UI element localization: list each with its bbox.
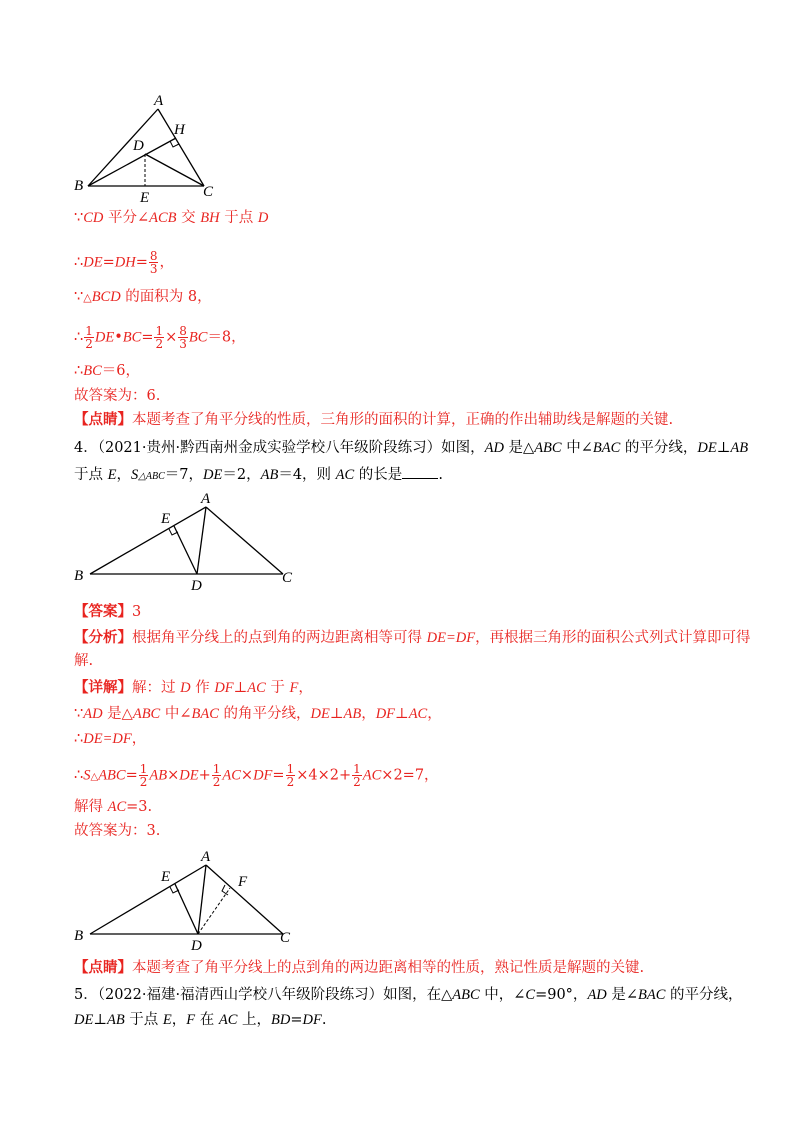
fig3-label-d: D: [191, 938, 202, 954]
question-4-line-2: 于点 E，S△ABC＝7，DE＝2，AB＝4，则 AC 的长是 .: [74, 464, 760, 487]
analysis-line-2: 解.: [74, 653, 94, 669]
fig2-label-b: B: [74, 568, 84, 584]
triangle-figure-bch: [70, 92, 220, 204]
detail-line-6: 故答案为：3.: [74, 823, 161, 839]
answer-blank: [402, 464, 438, 479]
triangle-figure-q4-solution: [70, 842, 310, 954]
fig1-label-a: A: [154, 93, 164, 109]
fig1-label-e: E: [140, 190, 150, 204]
fig1-label-h: H: [174, 122, 185, 138]
detail-line-2: ∵AD 是△ABC 中∠BAC 的角平分线，DE⊥AB，DF⊥AC，: [74, 706, 442, 722]
question-4-line-1: 4．（2021·贵州·黔西南州金成实验学校八年级阶段练习）如图，AD 是△ABC 中∠BAC 的平分线，DE⊥AB: [74, 440, 749, 456]
solution-line-1: ∵CD 平分∠ACB 交 BH 于点 D: [74, 210, 269, 226]
solution-line-6: 故答案为：6.: [74, 388, 161, 404]
tip-line-2: 【点睛】本题考查了角平分线上的点到角的两边距离相等的性质，熟记性质是解题的关键.: [74, 959, 645, 976]
fig3-label-c: C: [280, 930, 291, 946]
fig2-label-c: C: [282, 570, 293, 586]
detail-line-4: ∴S△ABC= $\frac{1}{2}$ AB×DE+ $\frac{1}{2}$ AC×DF= $\frac{1}{2}$ ×4×2+ $\frac{1}{2}$ AC×2=7，: [74, 762, 439, 789]
detail-line-3: ∴DE=DF，: [74, 731, 147, 747]
analysis-line-1: 【分析】根据角平分线上的点到角的两边距离相等可得 DE=DF，再根据三角形的面积公式列式计算即可得: [74, 629, 751, 646]
question-5-line-2: DE⊥AB 于点 E，F 在 AC 上，BD=DF.: [74, 1012, 327, 1028]
detail-line-5: 解得 AC=3.: [74, 799, 153, 815]
fig3-label-f: F: [238, 874, 248, 890]
fig1-label-b: B: [74, 178, 84, 194]
solution-line-4: ∴ $\frac{1}{2}$ DE•BC= $\frac{1}{2}$ × $\frac{8}{3}$ BC＝8，: [74, 324, 246, 351]
solution-line-3: ∵△BCD 的面积为 8，: [74, 289, 212, 305]
fig1-label-d: D: [133, 138, 144, 154]
fig2-label-a: A: [201, 491, 211, 507]
solution-line-2: ∴DE=DH= $\frac{8}{3}$ ，: [74, 249, 174, 276]
fig3-label-a: A: [201, 849, 211, 865]
fig2-label-e: E: [161, 511, 171, 527]
solution-line-5: ∴BC＝6，: [74, 363, 140, 379]
fig1-label-c: C: [203, 184, 214, 200]
fig2-label-d: D: [191, 578, 202, 594]
question-5-line-1: 5．（2022·福建·福清西山学校八年级阶段练习）如图，在△ABC 中，∠C=90°，AD 是∠BAC 的平分线，: [74, 987, 743, 1003]
triangle-figure-q4: [70, 486, 310, 594]
tip-line-1: 【点睛】本题考查了角平分线的性质，三角形的面积的计算，正确的作出辅助线是解题的关键.: [74, 411, 674, 428]
detail-line-1: 【详解】解：过 D 作 DF⊥AC 于 F，: [74, 679, 313, 696]
answer-line: 【答案】3: [74, 603, 142, 620]
fig3-label-b: B: [74, 928, 84, 944]
fig3-label-e: E: [161, 869, 171, 885]
